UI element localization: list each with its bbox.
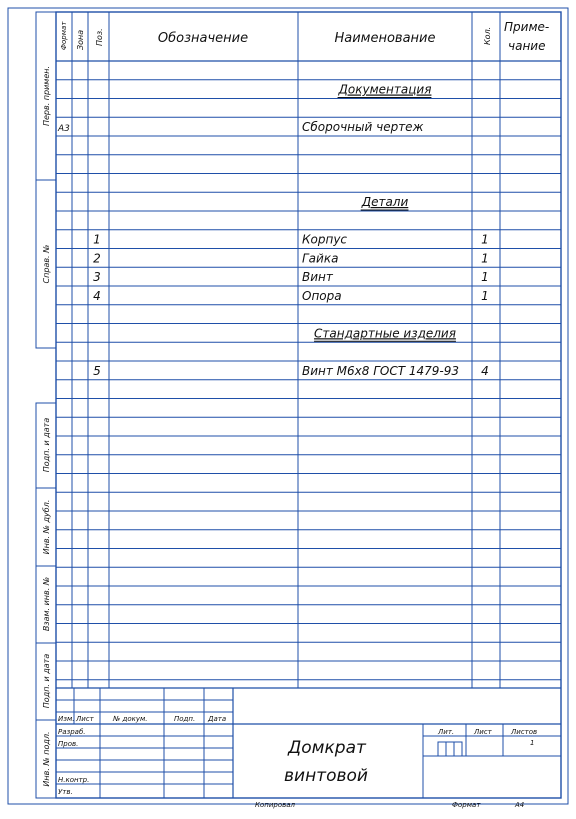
- tb-podp: Подп.: [174, 715, 196, 723]
- header-note-line1: Приме-: [504, 20, 550, 34]
- row-position: 5: [93, 363, 101, 378]
- row-name: Гайка: [302, 251, 339, 266]
- tb-title-line1: Домкрат: [288, 738, 366, 758]
- header-pos: Поз.: [95, 28, 104, 46]
- tb-data: Дата: [208, 715, 227, 723]
- row-quantity: 1: [481, 251, 489, 266]
- tb-utv: Утв.: [58, 788, 73, 796]
- row-position: 2: [93, 251, 101, 266]
- tb-doc-no: № докум.: [113, 715, 148, 723]
- row-section-heading: Детали: [361, 195, 409, 209]
- header-note-line2: чание: [508, 39, 546, 53]
- row-section-heading: Документация: [338, 82, 432, 97]
- row-position: 4: [93, 288, 101, 303]
- row-quantity: 1: [481, 288, 489, 303]
- header-zone: Зона: [76, 29, 85, 50]
- footer-format-value: А4: [515, 801, 525, 809]
- header-format: Формат: [60, 21, 68, 50]
- row-position: 3: [93, 270, 101, 284]
- tb-n-kontr: Н.контр.: [58, 776, 90, 784]
- side-podp-data-1: Подп. и дата: [42, 417, 51, 473]
- tb-lit: Лит.: [438, 728, 455, 736]
- row-name: Сборочный чертеж: [302, 120, 424, 134]
- side-podp-data-2: Подп. и дата: [42, 653, 51, 709]
- row-name: Винт М6х8 ГОСТ 1479-93: [302, 363, 460, 378]
- tb-list: Лист: [76, 715, 94, 723]
- tb-prov: Пров.: [58, 740, 79, 748]
- side-inv-dubl: Инв. № дубл.: [42, 499, 51, 555]
- tb-izm: Изм.: [58, 715, 75, 723]
- side-inv-podl: Инв. № подл.: [42, 731, 51, 787]
- header-name: Наименование: [334, 31, 436, 46]
- side-perv-primen: Перв. примен.: [42, 65, 51, 127]
- tb-sheets-value: 1: [530, 739, 535, 747]
- side-vzam-inv: Взам. инв. №: [42, 576, 51, 632]
- row-quantity: 4: [481, 363, 489, 378]
- row-format: А3: [58, 124, 70, 134]
- row-position: 1: [93, 232, 101, 247]
- header-qty: Кол.: [483, 26, 492, 45]
- tb-razrab: Разраб.: [58, 728, 86, 736]
- row-section-heading: Стандартные изделия: [314, 326, 456, 341]
- footer-copied: Копировал: [255, 801, 295, 809]
- row-name: Винт: [302, 270, 333, 284]
- footer-format-label: Формат: [452, 801, 481, 809]
- tb-sheets: Листов: [511, 728, 538, 736]
- row-quantity: 1: [481, 270, 489, 284]
- header-designation: Обозначение: [157, 31, 249, 46]
- row-name: Опора: [302, 288, 342, 303]
- tb-title-line2: винтовой: [284, 766, 368, 786]
- row-quantity: 1: [481, 232, 489, 247]
- side-sprav-no: Справ. №: [42, 244, 51, 284]
- row-name: Корпус: [302, 232, 348, 247]
- tb-sheet: Лист: [474, 728, 492, 736]
